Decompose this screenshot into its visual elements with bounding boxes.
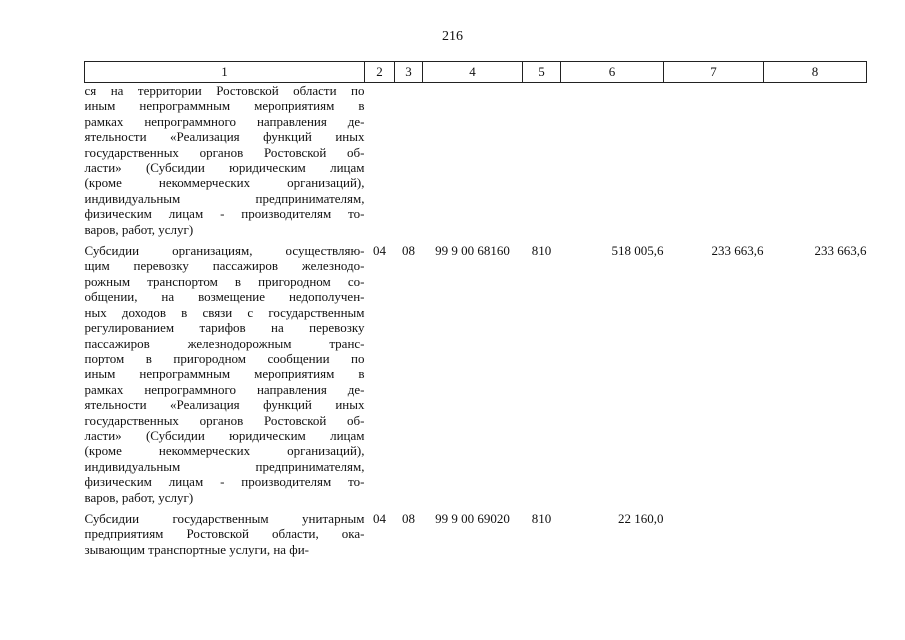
header-row [85,62,867,83]
row-target-article: 99 9 00 68160 [435,243,510,259]
description-line: (кроме некоммерческих организаций), [84,443,365,459]
description-line: щим перевозку пассажиров железнодо- [84,258,365,274]
header-col-4: 4 [423,62,523,83]
description-line: варов, работ, услуг) [84,221,194,237]
row-section: 04 [373,243,386,259]
row-target-article [423,83,523,244]
row-amount-col6 [561,83,664,244]
description-line: рамках непрограммного направления де- [84,113,365,129]
table-row [85,83,867,244]
description-line: индивидуальным предпринимателям, [84,190,365,206]
header-col-7: 7 [664,62,764,83]
row-section [365,83,395,244]
description-line: ятельности «Реализация функций иных [84,129,365,145]
row-expense-type: 810 [531,243,552,259]
row-description [85,243,365,511]
header-col-5: 5 [523,62,561,83]
row-expense-type: 810 [531,510,552,526]
description-line: иным непрограммным мероприятиям в [84,98,365,114]
page-number: 216 [442,29,463,44]
row-amount-col6: 22 160,0 [618,510,664,526]
row-amount-col7 [664,83,764,244]
row-subsection: 08 [402,510,415,526]
description-line: индивидуальным предпринимателям, [84,458,365,474]
description-line: ся на территории Ростовской области по [84,83,365,98]
row-amount-col8: 233 663,6 [814,243,867,259]
row-subsection: 08 [402,243,415,259]
description-line: варов, работ, услуг) [84,489,194,505]
description-line: Субсидии государственным унитарным [84,510,365,526]
description-line: рожным транспортом в пригородном со- [84,273,365,289]
row-amount-col7: 233 663,6 [711,243,764,259]
row-amount-col8 [764,83,867,244]
description-line: пассажиров железнодорожным транс- [84,335,365,351]
description-line: иным непрограммным мероприятиям в [84,366,365,382]
description-line: ятельности «Реализация функций иных [84,397,365,413]
description-line: государственных органов Ростовской об- [84,412,365,428]
description-line: портом в пригородном сообщении по [84,350,365,366]
header-col-6: 6 [561,62,664,83]
description-line: ласти» (Субсидии юридическим лицам [84,427,365,443]
row-description [85,83,365,244]
row-subsection [395,83,423,244]
header-col-1: 1 [85,62,365,83]
description-line: зывающим транспортные услуги, на фи- [84,541,310,557]
description-line: предприятиям Ростовской области, ока- [84,526,365,542]
description-line: физическим лицам - производителям то- [84,206,365,222]
table-row [85,243,867,511]
description-line: рамках непрограммного направления де- [84,381,365,397]
row-target-article: 99 9 00 69020 [435,510,510,526]
budget-table [84,61,867,557]
description-line: общении, на возмещение недополучен- [84,289,365,305]
description-line: (кроме некоммерческих организаций), [84,175,365,191]
header-col-2: 2 [365,62,395,83]
table-row [85,511,867,557]
description-line: ласти» (Субсидии юридическим лицам [84,160,365,176]
description-line: ных доходов в связи с государственным [84,304,365,320]
header-col-3: 3 [395,62,423,83]
row-amount-col6: 518 005,6 [611,243,664,259]
row-expense-type [523,83,561,244]
row-section: 04 [373,510,386,526]
description-line: Субсидии организациям, осуществляю- [84,243,365,259]
header-col-8: 8 [764,62,867,83]
description-line: государственных органов Ростовской об- [84,144,365,160]
description-line: регулированием тарифов на перевозку [84,320,365,336]
description-line: физическим лицам - производителям то- [84,474,365,490]
row-description [85,511,365,557]
row-amount-col7 [664,511,764,557]
row-amount-col8 [764,511,867,557]
